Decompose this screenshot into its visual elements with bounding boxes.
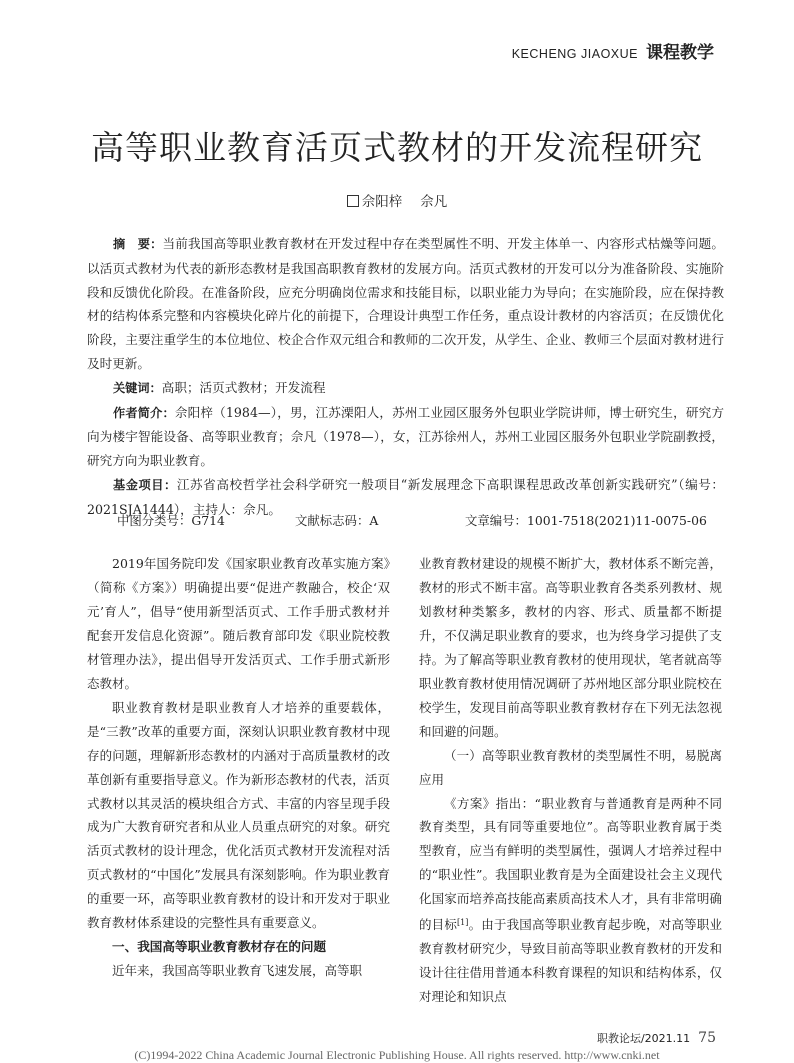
column-header: [512, 38, 714, 63]
clc-number: 中图分类号：G714: [117, 513, 225, 528]
keywords-paragraph: [87, 376, 724, 401]
funding-text: 江苏省高校哲学社会科学研究一般项目“新发展理念下高职课程思政改革创新实践研究”（编号：2021SJA1444），主持人：佘凡。: [87, 476, 725, 517]
page-footer: [597, 1030, 716, 1046]
abstract-paragraph: [87, 232, 724, 376]
document-code: 文献标志码：A: [295, 513, 379, 528]
column-pinyin: KECHENG JIAOXUE: [511, 47, 638, 61]
author-name-1: 佘阳梓: [361, 194, 403, 210]
body-text: 。由于我国高等职业教育起步晚，对高等职业教育教材研究少，导致目前高等职业教育教材的开发和设计往往借用普通本科教育课程的知识和结构体系，仅对理论和知识点: [419, 917, 722, 1005]
body-column-left: [87, 552, 390, 983]
body-column-right: [419, 552, 722, 1009]
abstract-label: 摘 要：: [113, 237, 163, 251]
funding-label: 基金项目：: [113, 477, 177, 492]
journal-issue: 职教论坛/2021.11: [596, 1032, 691, 1045]
copyright-notice: (C)1994-2022 China Academic Journal Electronic Publishing House. All rights reserved. http://www.cnki.net: [134, 1048, 660, 1062]
author-bio-paragraph: [87, 401, 724, 473]
subsection-heading: （一）高等职业教育教材的类型属性不明，易脱离应用: [419, 747, 722, 787]
author-line: [0, 190, 794, 210]
author-bio-label: 作者简介：: [113, 405, 175, 420]
abstract-text: 当前我国高等职业教育教材在开发过程中存在类型属性不明、开发主体单一、内容形式枯燥等问题。以活页式教材为代表的新形态教材是我国高职教育教材的发展方向。活页式教材的开发可以分为准备阶段、实施阶段和反馈优化阶段。在准备阶段，应充分明确岗位需求和技能目标，以职业能力为导向；在实施阶段，应在保持教材的结构体系完整和内容模块化碎片化的前提下，合理设计典型工作任务，重点设计教材的内容活页；在反馈优化阶段，主要注重学生的本位地位、校企合作双元组合和教师的二次开发，从学生、企业、教师三个层面对教材进行及时更新。: [87, 236, 725, 371]
author-name-2: 佘凡: [420, 194, 448, 210]
keywords-label: 关键词：: [113, 380, 162, 395]
body-paragraph: 业教育教材建设的规模不断扩大，教材体系不断完善，教材的形式不断丰富。高等职业教育各类系列教材、规划教材种类繁多，教材的内容、形式、质量都不断提升，不仅满足职业教育的要求，也为终身学习提供了支持。为了解高等职业教育教材的使用现状，笔者就高等职业教育教材使用情况调研了苏州地区部分职业院校在校学生，发现目前高等职业教育教材存在下列无法忽视和回避的问题。: [419, 556, 722, 739]
author-bio-text: 佘阳梓（1984—），男，江苏溧阳人，苏州工业园区服务外包职业学院讲师，博士研究生，研究方向为楼宇智能设备、高等职业教育；佘凡（1978—），女，江苏徐州人，苏州工业园区服务外包职业学院副教授，研究方向为职业教育。: [87, 404, 724, 469]
checkbox-square-icon: [347, 195, 359, 207]
column-name: 课程教学: [646, 43, 714, 63]
article-number: 文章编号：1001-7518(2021)11-0075-06: [465, 513, 707, 528]
article-title: 高等职业教育活页式教材的开发流程研究: [91, 128, 703, 167]
section-heading: 一、我国高等职业教育教材存在的问题: [112, 939, 327, 955]
body-paragraph: 2019年国务院印发《国家职业教育改革实施方案》（简称《方案》）明确提出要“促进产教融合，校企‘双元’育人”，倡导“使用新型活页式、工作手册式教材并配套开发信息化资源”。随后教育部印发《职业院校教材管理办法》，提出倡导开发活页式、工作手册式新形态教材。: [87, 556, 390, 691]
body-paragraph: 近年来，我国高等职业教育飞速发展，高等职: [112, 963, 363, 979]
body-paragraph: [419, 792, 722, 1010]
body-text: 《方案》指出：“职业教育与普通教育是两种不同教育类型，具有同等重要地位”。高等职业教育属于类型教育，应当有鲜明的类型属性，强调人才培养过程中的“职业性”。我国职业教育是为全面建设社会主义现代化国家而培养高技能高素质高技术人才，具有非常明确的目标: [419, 795, 722, 933]
keywords-text: 高职；活页式教材；开发流程: [161, 379, 326, 395]
abstract-block: [87, 232, 724, 522]
body-paragraph: 职业教育教材是职业教育人才培养的重要载体，是“三教”改革的重要方面，深刻认识职业教育教材中现存的问题，理解新形态教材的内涵对于高质量教材的改革创新有重要指导意义。作为新形态教材的代表，活页式教材以其灵活的模块组合方式、丰富的内容呈现手段成为广大教育研究者和从业人员重点研究的对象。研究活页式教材的设计理念，优化活页式教材开发流程对活页式教材的“中国化”发展具有深刻影响。作为职业教育的重要一环，高等职业教育教材的设计和开发对于职业教育教材体系建设的完整性具有重要意义。: [87, 699, 390, 931]
page-number: 75: [698, 1030, 716, 1046]
citation-ref: [1]: [457, 918, 469, 928]
